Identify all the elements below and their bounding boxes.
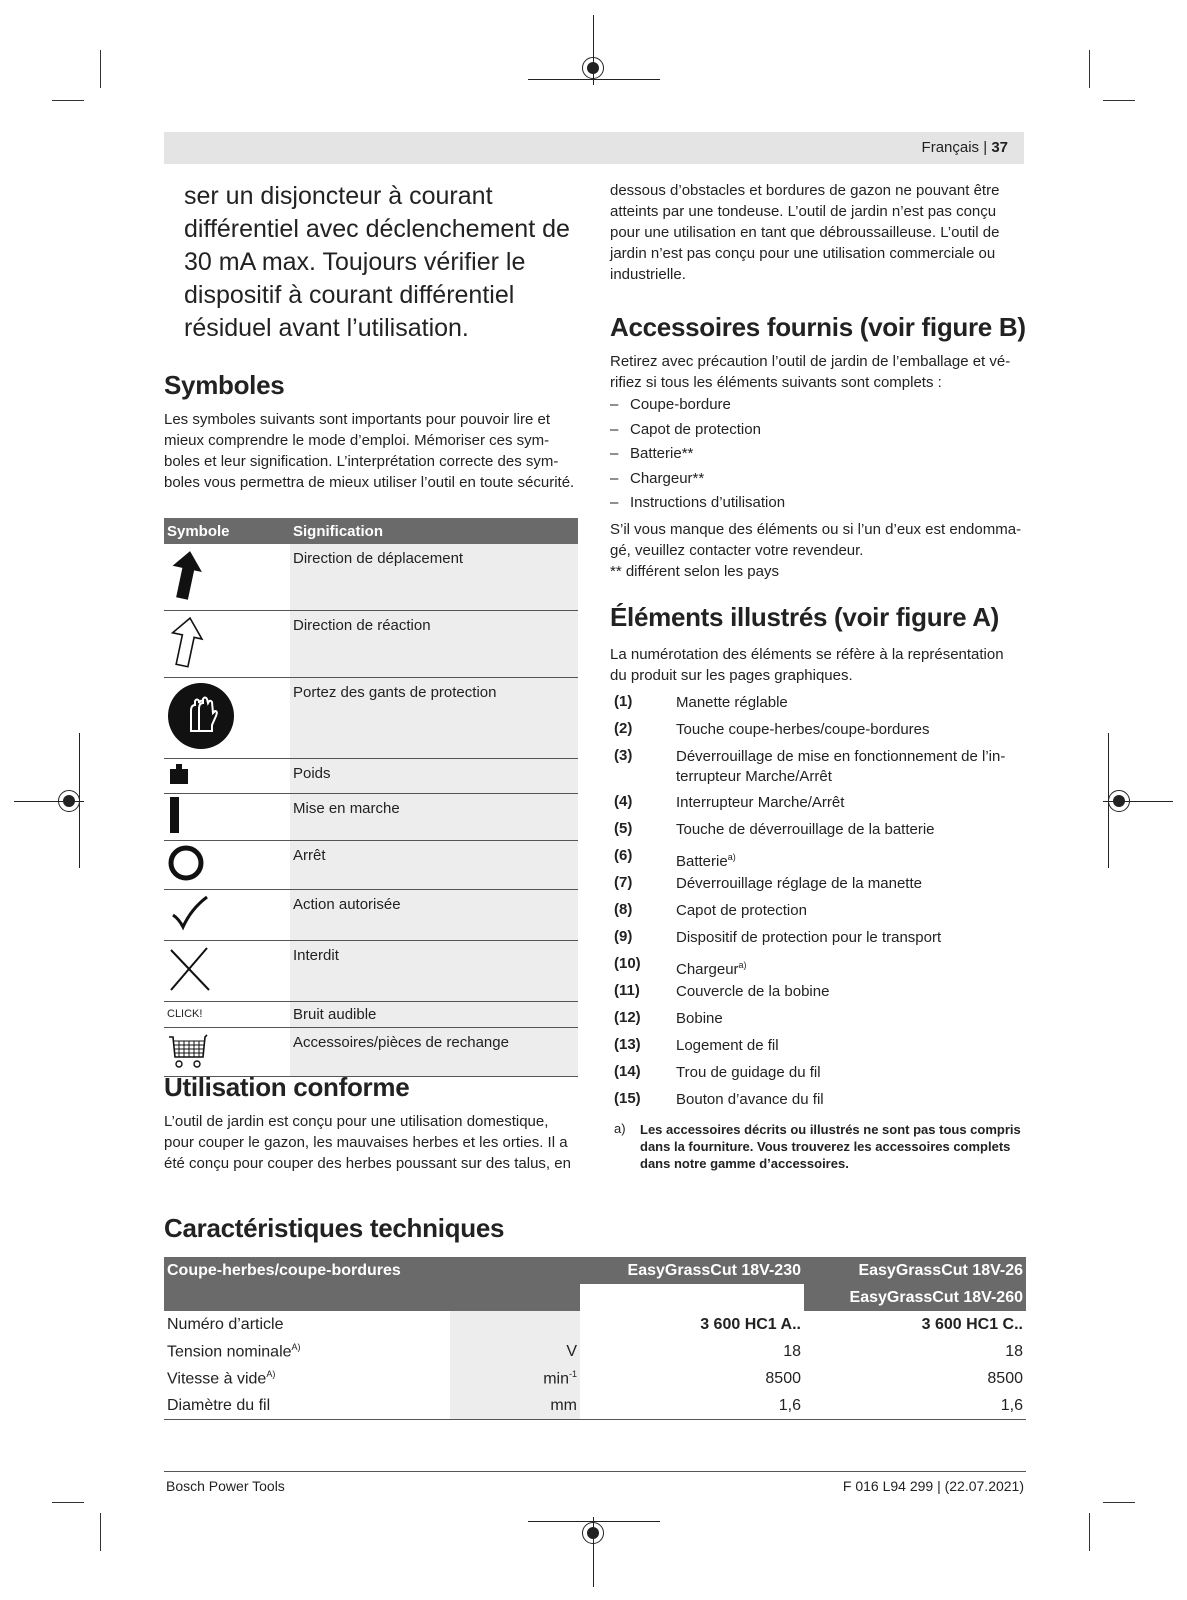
components-intro: La numérotation des éléments se réfère à la représentation du produit sur les pages graphiques. [610, 646, 1004, 684]
components-footnote: Les accessoires décrits ou illustrés ne sont pas tous compris dans la fourniture. Vous trouverez les accessoires complets dans notre gamme d’accessoires. [640, 1122, 1021, 1171]
intended-use-text-left: L’outil de jardin est conçu pour une utilisation domestique, pour couper le gazon, les mauvaises herbes et les orties. Il a été conçu pour couper des herbes poussant sur des talus, en [164, 1113, 571, 1172]
symbol-meaning: Mise en marche [290, 794, 578, 841]
symbol-meaning: Accessoires/pièces de rechange [290, 1028, 578, 1077]
supplied-note: ** différent selon les pays [610, 563, 779, 580]
table-row [164, 678, 578, 759]
table-row [164, 544, 578, 611]
click-label: CLICK! [164, 1002, 290, 1028]
table-row [164, 794, 578, 841]
registration-mark-icon [58, 790, 80, 812]
tech-model2b: EasyGrassCut 18V-260 [804, 1284, 1026, 1311]
header-language: Français [921, 139, 980, 156]
list-item: – Batterie** [610, 442, 785, 467]
table-row: Tension nominale$^{A)}$ V 18 18 [164, 1338, 1026, 1365]
registration-mark-icon [582, 57, 604, 79]
lead-text: ser un disjoncteur à courant différentiel avec déclenchement de 30 mA max. Toujours vérifier le dispositif à courant différentiel résiduel avant l’utilisation. [184, 182, 570, 342]
weight-icon [164, 759, 290, 794]
components-list: (1) Manette réglable (2) Touche coupe-herbes/coupe-bordures (3) Déverrouillage de mise en fonctionnement de l’interrupteur Marche/Arrêt (4) Interrupteur Marche/Arrêt (5) Touche de déverrouillage de la batterie (6) Batterie$^{a)}$ (7) Déverrouillage réglage de la manette (8) Capot de protection (9) Dispositif de protection pour le transport (10) Chargeur$^{a)}$ (11) Couvercle de la bobine (12) Bobine (13) Logement de fil (14) Trou de guidage du fil (15) Bouton d’avance du fil [614, 693, 1006, 1108]
registration-mark-icon [1108, 790, 1130, 812]
symbol-meaning: Bruit audible [290, 1002, 578, 1028]
header-separator: | [983, 139, 988, 156]
table-row: Diamètre du fil mm 1,6 1,6 [164, 1392, 1026, 1420]
footer-left: Bosch Power Tools [166, 1478, 285, 1494]
list-item: – Instructions d’utilisation [610, 491, 785, 516]
table-row [164, 1002, 578, 1028]
check-icon [164, 890, 290, 941]
intended-use-heading: Utilisation conforme [164, 1072, 410, 1102]
filled-arrow-icon [164, 544, 290, 611]
list-item: – Chargeur** [610, 467, 785, 492]
tech-model2a: EasyGrassCut 18V-26 [804, 1257, 1026, 1284]
list-item: – Coupe-bordure [610, 393, 785, 418]
symbol-meaning: Arrêt [290, 841, 578, 890]
table-row [164, 941, 578, 1002]
supplied-list [610, 393, 785, 516]
symbols-table [164, 518, 578, 1077]
table-row [164, 759, 578, 794]
symbol-meaning: Action autorisée [290, 890, 578, 941]
page-number: 37 [991, 139, 1008, 156]
cart-icon [164, 1028, 290, 1077]
symbol-meaning: Portez des gants de protection [290, 678, 578, 759]
intended-use-text-right: dessous d’obstacles et bordures de gazon ne pouvant être atteints par une tondeuse. L’outil de jardin n’est pas conçu pour une utilisation en tant que débroussailleuse. L’outil de jardin n’est pas conçu pour une utilisation commerciale ou industrielle. [610, 182, 1000, 283]
footer-right: F 016 L94 299 | (22.07.2021) [842, 1478, 1024, 1494]
symbol-meaning: Direction de réaction [290, 611, 578, 678]
col-meaning: Signification [290, 518, 578, 544]
symbol-meaning: Direction de déplacement [290, 544, 578, 611]
gloves-icon [164, 678, 290, 759]
power-off-icon [164, 841, 290, 890]
tech-model1: EasyGrassCut 18V-230 [580, 1257, 804, 1284]
tech-table [164, 1257, 1026, 1420]
outline-arrow-icon [164, 611, 290, 678]
symbol-meaning: Interdit [290, 941, 578, 1002]
symbols-heading: Symboles [164, 370, 285, 400]
tech-product: Coupe-herbes/coupe-bordures [164, 1257, 450, 1284]
col-symbol: Symbole [164, 518, 290, 544]
list-item: – Capot de protection [610, 418, 785, 443]
symbols-intro: Les symboles suivants sont importants pour pouvoir lire et mieux comprendre le mode d’emploi. Mémoriser ces symboles et leur signification. L’interprétation correcte des symboles vous permettra de mieux utiliser l’outil en toute sécurité. [164, 411, 575, 491]
table-row [164, 1284, 1026, 1311]
page-header [164, 132, 1024, 164]
table-row [164, 890, 578, 941]
table-row: Vitesse à vide$^{A)}$ $\min^{-1}$ 8500 8500 [164, 1365, 1026, 1392]
footnote-mark: a) [614, 1121, 626, 1136]
supplied-heading: Accessoires fournis (voir figure B) [610, 312, 1026, 342]
components-heading: Éléments illustrés (voir figure A) [610, 602, 1000, 632]
supplied-intro: Retirez avec précaution l’outil de jardin de l’emballage et vérifiez si tous les éléments suivants sont complets : [610, 353, 1011, 391]
table-row [164, 611, 578, 678]
table-row: Numéro d’article 3 600 HC1 A.. 3 600 HC1 C.. [164, 1311, 1026, 1338]
tech-heading: Caractéristiques techniques [164, 1213, 505, 1243]
cross-icon [164, 941, 290, 1002]
table-row [164, 841, 578, 890]
table-row [164, 1257, 1026, 1284]
table-row [164, 1028, 578, 1077]
supplied-after: S’il vous manque des éléments ou si l’un d’eux est endommagé, veuillez contacter votre revendeur. [610, 521, 1022, 559]
symbol-meaning: Poids [290, 759, 578, 794]
power-on-icon [164, 794, 290, 841]
registration-mark-icon [582, 1522, 604, 1544]
